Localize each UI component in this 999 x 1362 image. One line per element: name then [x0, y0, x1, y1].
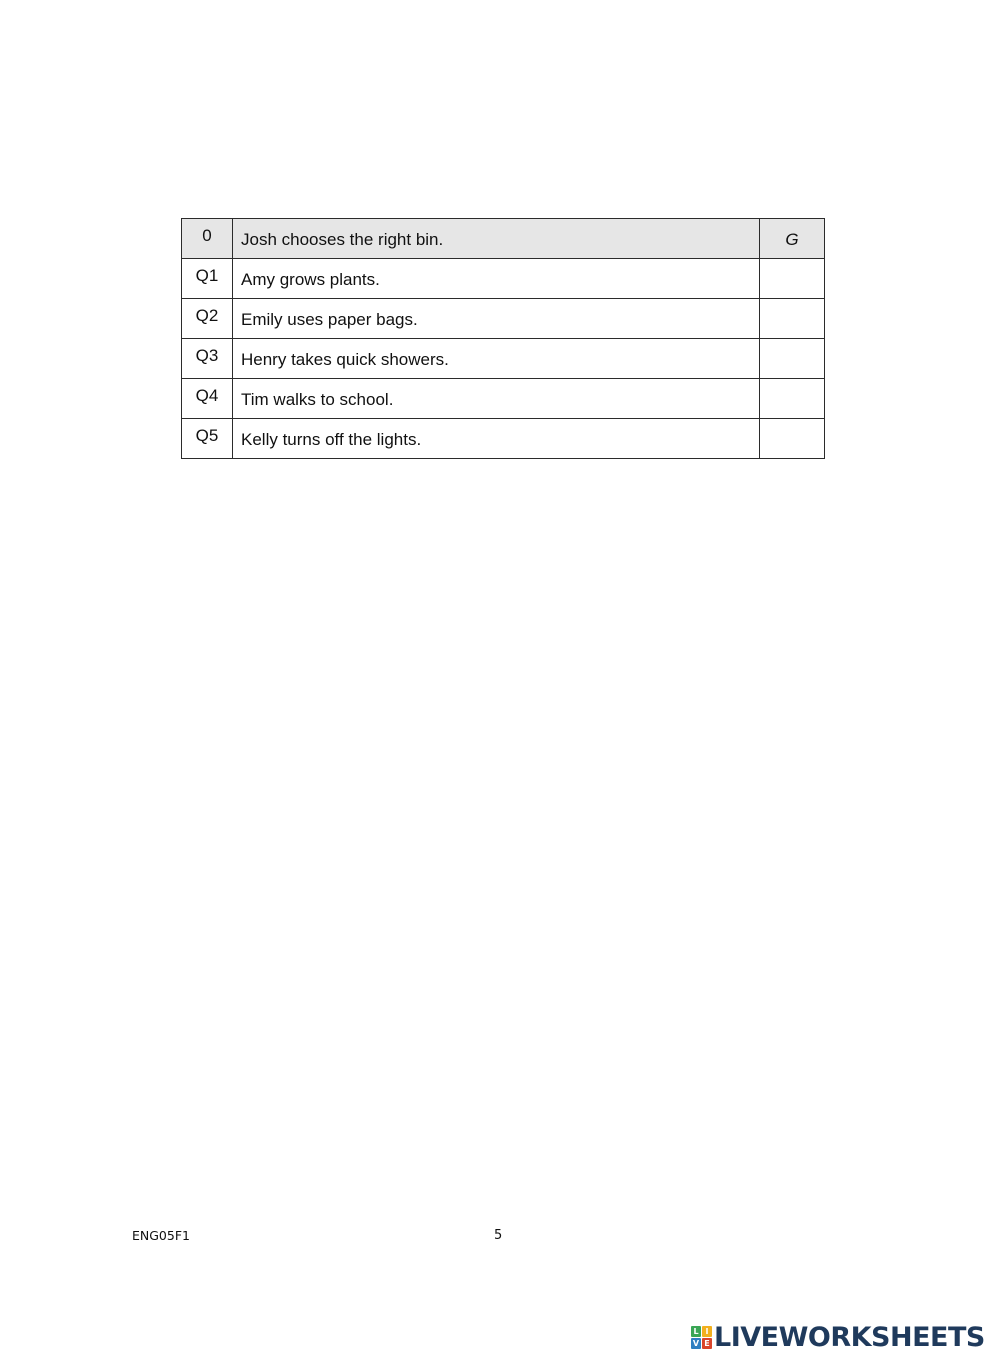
statement-cell: Kelly turns off the lights.: [233, 419, 760, 459]
example-row: [182, 219, 825, 259]
table-row: [182, 379, 825, 419]
table-row: [182, 419, 825, 459]
answer-input-cell[interactable]: [760, 419, 825, 459]
answer-cell: G: [760, 219, 825, 259]
answer-input-cell[interactable]: [760, 379, 825, 419]
logo-tile: L: [691, 1326, 701, 1337]
answer-input-cell[interactable]: [760, 339, 825, 379]
page-number: 5: [494, 1228, 503, 1243]
statement-cell: Emily uses paper bags.: [233, 299, 760, 339]
logo-tile: I: [702, 1326, 712, 1337]
statement-cell: Henry takes quick showers.: [233, 339, 760, 379]
liveworksheets-logo-icon: [691, 1326, 712, 1349]
row-number-cell: Q5: [182, 419, 233, 459]
brand-name: LIVEWORKSHEETS: [714, 1321, 985, 1353]
row-number-cell: Q2: [182, 299, 233, 339]
table-row: [182, 259, 825, 299]
logo-tile: E: [702, 1338, 712, 1349]
statement-cell: Tim walks to school.: [233, 379, 760, 419]
table-row: [182, 299, 825, 339]
answer-input-cell[interactable]: [760, 259, 825, 299]
matching-table: [181, 218, 825, 459]
logo-tile: V: [692, 1338, 700, 1348]
answer-input-cell[interactable]: [760, 299, 825, 339]
document-code: ENG05F1: [132, 1228, 190, 1243]
liveworksheets-brand: [691, 1320, 985, 1354]
table-row: [182, 339, 825, 379]
row-number-cell: Q1: [182, 259, 233, 299]
statement-cell: Amy grows plants.: [233, 259, 760, 299]
row-number-cell: 0: [182, 219, 233, 259]
row-number-cell: Q3: [182, 339, 233, 379]
statement-cell: Josh chooses the right bin.: [233, 219, 760, 259]
row-number-cell: Q4: [182, 379, 233, 419]
